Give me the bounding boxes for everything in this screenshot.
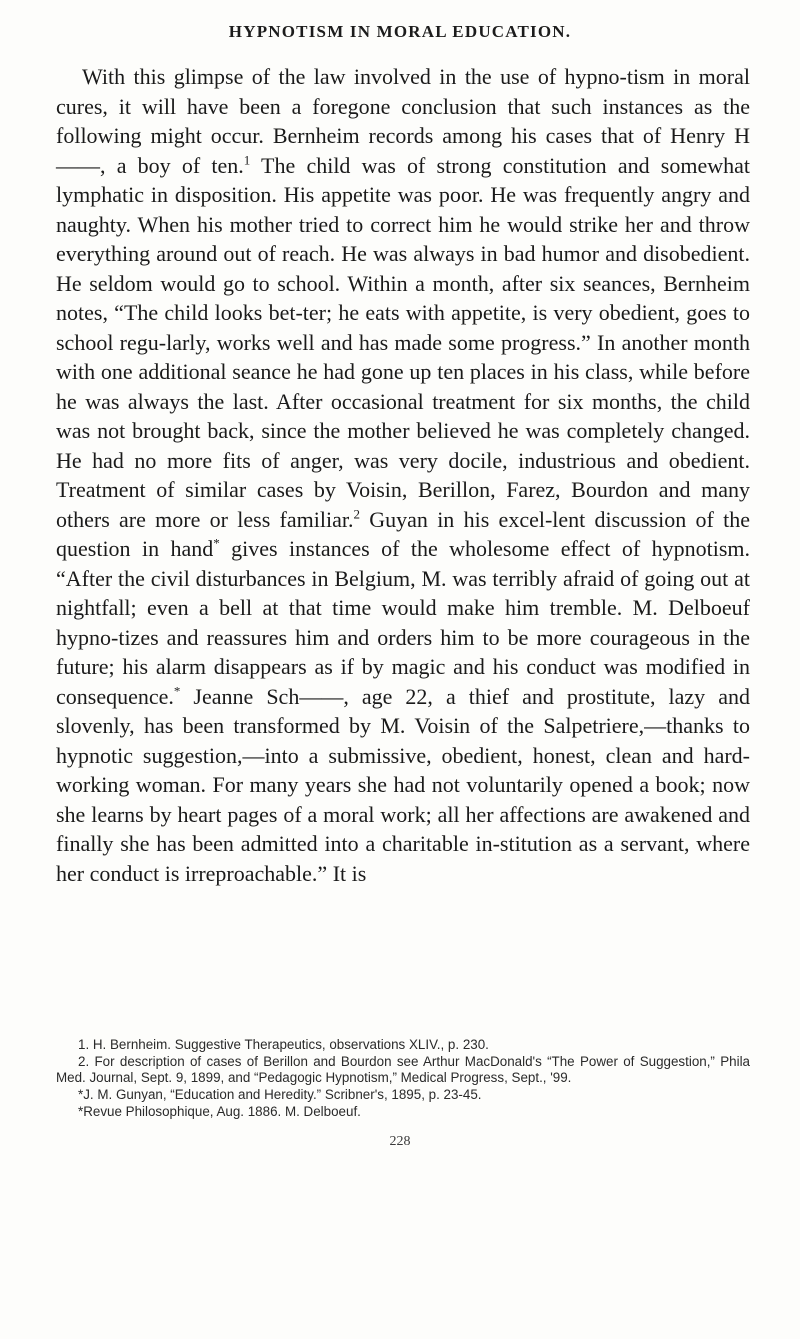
footnote: 1. H. Bernheim. Suggestive Therapeutics, observations XLIV., p. 230. — [78, 1037, 489, 1052]
text-segment: gives instances of the wholesome effect of hypnotism. “After the civil disturbances in Belgium, M. was terribly afraid of going out at nightfall; even a bell at that time would make him tremble. M. Delboeuf hypno-tizes and reassures him and orders him to be more courageous in the future; his alarm disappears as if by magic and his conduct was modified in consequence. — [56, 536, 750, 709]
footnote: 2. For description of cases of Berillon and Bourdon see Arthur MacDonald's “The Power of Suggestion,” Phila Med. Journal, Sept. 9, 1899, and “Pedagogic Hypnotism,” Medical Progress, Sept., '99. — [56, 1054, 750, 1085]
body-paragraph — [56, 62, 750, 888]
text-segment: The child was of strong constitution and somewhat lymphatic in disposition. His appetite was poor. He was frequently angry and naughty. When his mother tried to correct him he would strike her and throw everything around out of reach. He was always in bad humor and disobedient. He seldom would go to school. Within a month, after six seances, Bernheim notes, “The child looks bet-ter; he eats with appetite, is very obedient, goes to school regu-larly, works well and has made some progress.” In another month with one additional seance he had gone up ten places in his class, while before he was always the last. After occasional treatment for six months, the child was not brought back, since the mother believed he was completely changed. He had no more fits of anger, was very docile, industrious and obedient. Treatment of similar cases by Voisin, Berillon, Farez, Bourdon and many others are more or less familiar. — [56, 152, 750, 532]
footnote-reference: 1 — [243, 152, 251, 168]
footnote-reference: * — [213, 535, 220, 551]
text-segment: Jeanne Sch——, age 22, a thief and prostitute, lazy and slovenly, has been transformed by M. Voisin of the Salpetriere,—thanks to hypnotic suggestion,—into a submissive, obedient, honest, clean and hard-working woman. For many years she had not voluntarily opened a book; now she learns by heart pages of a moral work; all her affections are awakened and finally she has been admitted into a charitable in-stitution as a servant, where her conduct is irreproachable.” It is — [56, 683, 750, 886]
footnote: *J. M. Gunyan, “Education and Heredity.” Scribner's, 1895, p. 23-45. — [78, 1087, 482, 1102]
running-title: HYPNOTISM IN MORAL EDUCATION. — [228, 22, 572, 41]
footnote: *Revue Philosophique, Aug. 1886. M. Delboeuf. — [78, 1104, 361, 1119]
text-segment: With this glimpse of the law involved in the use of hypno-tism in moral cures, it will have been a foregone conclusion that such instances as the following might occur. Bernheim records among his cases that of Henry H——, a boy of ten. — [56, 64, 750, 178]
page-number: 228 — [389, 1134, 411, 1149]
footnote-reference: 2 — [353, 506, 360, 522]
text-segment: Guyan in his excel-lent discussion of the question in hand — [56, 506, 750, 561]
footnote-reference: * — [173, 683, 181, 699]
footnotes — [56, 1037, 750, 1121]
main-text — [56, 62, 750, 888]
